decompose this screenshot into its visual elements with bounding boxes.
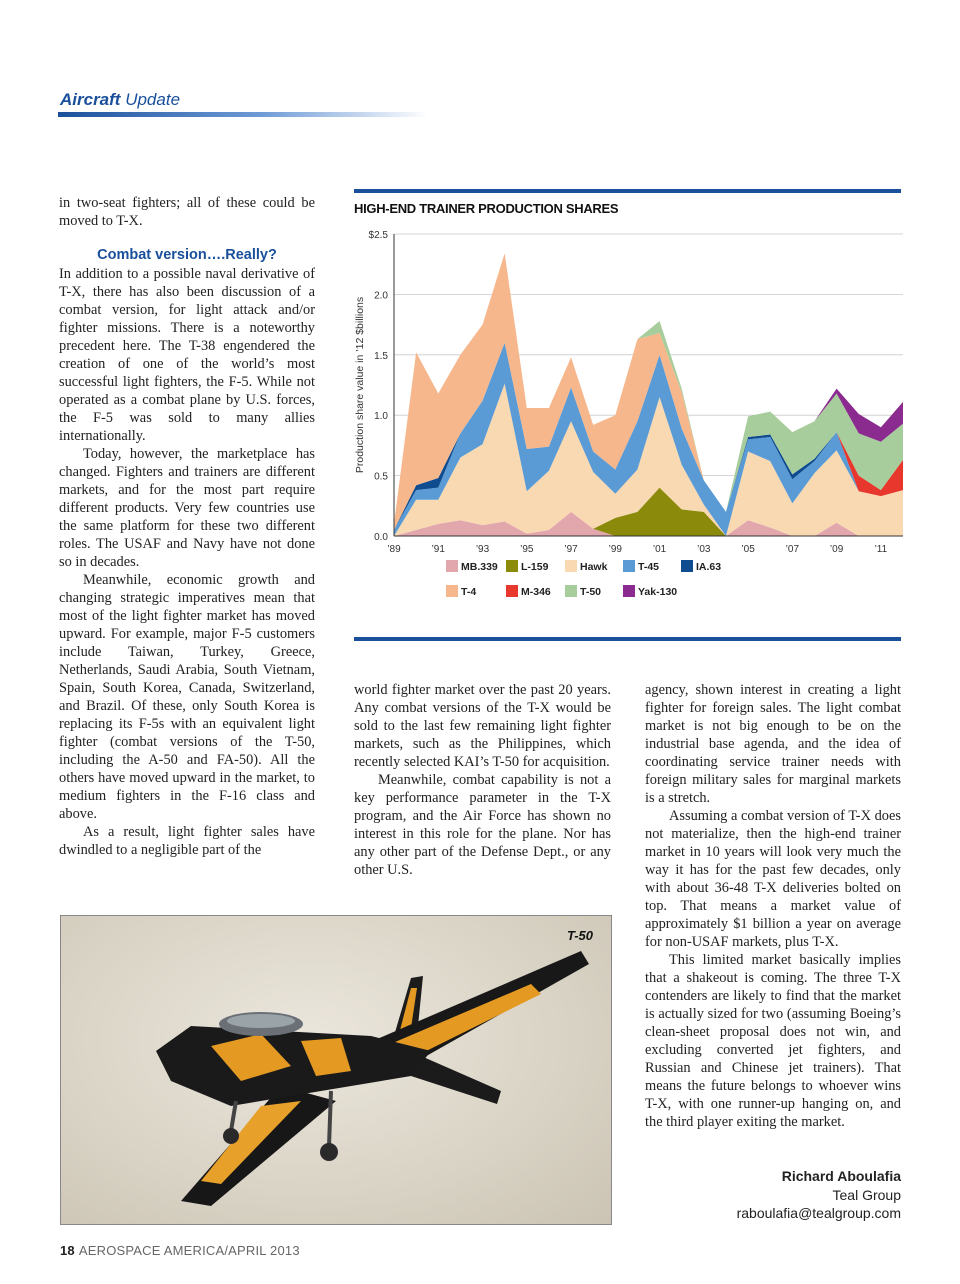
paragraph: Meanwhile, economic growth and changing strategic imperatives mean that most of the light fighter market has moved upward. For example, major F-5 customers include Taiwan, Turkey, Greece, Netherlands, Saudi Arabia, South Vietnam, Spain, South Korea, Canada, Switzerland, and Brazil. Of these, only South Korea is replacing its F-5s with an equivalent light fighter (combat versions of the T-50, including the A-50 and FA-50). All the others have moved upward in the market, to medium fighters in the F-16 class and above. [59,572,315,822]
y-tick-label: 0.5 [374,471,388,483]
y-axis-label: Production share value in ’12 $billions [354,296,366,474]
paragraph: This limited market basically implies that a shakeout is coming. The three T-X contenders are likely to find that the market is actually sized for two (assuming Boeing’s clean-sheet proposal does not win, and excluding converted jet fighters, and Russian and Chinese jet trainers). That means the future belongs to whoever wins T-X, with one runner-up hanging on, and the third player exiting the market. [645,952,901,1130]
legend-label: L-159 [521,561,549,573]
legend-label: T-45 [638,561,660,573]
y-tick-label: $2.5 [368,230,388,241]
author-organization: Teal Group [832,1187,901,1203]
legend-label: MB.339 [461,561,498,573]
x-tick-label: ’97 [564,544,578,555]
paragraph: Today, however, the marketplace has changed. Fighters and trainers are different markets, and for the most part require different products. Very few countries use the same platform for these two different roles. The USAF and Navy have not done so in decades. [59,446,315,570]
legend-label: T-4 [461,586,477,598]
legend-swatch [623,560,635,572]
jet-illustration [61,916,611,1224]
publication-info: AEROSPACE AMERICA/APRIL 2013 [78,1243,300,1258]
x-tick-label: ’89 [387,544,401,555]
x-tick-label: ’03 [697,544,711,555]
paragraph: As a result, light fighter sales have dwindled to a negligible part of the [59,824,315,858]
legend-swatch [446,560,458,572]
header-rule [58,112,428,117]
legend-label: IA.63 [696,561,722,573]
x-tick-label: ’95 [520,544,534,555]
y-tick-label: 0.0 [374,532,388,543]
x-tick-label: ’99 [608,544,622,555]
paragraph: Assuming a combat version of T-X does not materialize, then the high-end trainer market in 10 years will look very much the way it has for the past few decades, only with about 36-48 T-X deliveries bolted on top. That means a market value of approximately $1 billion a year on average for non-USAF markets, plus T-X. [645,808,901,950]
legend-label: Yak-130 [638,586,678,598]
figure-bottom-rule [354,637,901,641]
author-name: Richard Aboulafia [781,1168,901,1184]
aircraft-photo [60,915,612,1225]
paragraph: in two-seat fighters; all of these could be moved to T-X. [59,195,315,229]
author-email: raboulafia@tealgroup.com [736,1205,901,1221]
legend-label: M-346 [521,586,551,598]
legend-swatch [506,585,518,597]
legend-swatch [681,560,693,572]
x-tick-label: ’09 [829,544,844,555]
article-column-1 [59,194,315,859]
paragraph: Meanwhile, combat capability is not a key performance parameter in the T-X program, and the Air Force has shown no interest in this role for the plane. Nor has any other part of the Defense Dept., or any other U.S. [354,772,611,878]
x-tick-label: ’93 [475,544,490,555]
y-tick-label: 1.5 [374,350,388,362]
article-column-2 [354,681,611,879]
header-section: Update [125,90,181,109]
header-brand: Aircraft [60,90,121,109]
subheading: Combat version….Really? [97,247,277,263]
page-footer [60,1243,300,1258]
paragraph: In addition to a possible naval derivative of T-X, there has also been discussion of a combat version, for light attack and/or fighter missions. There is a noteworthy precedent here. The T-38 engendered the creation of one of the world’s most successful light fighters, the F-5. While not operated as a combat plane by U.S. forces, the F-5 was sold to many allies internationally. [59,266,315,444]
y-tick-label: 2.0 [374,290,388,302]
x-tick-label: ’11 [874,544,888,555]
legend-label: Hawk [580,561,608,573]
x-tick-label: ’07 [785,544,800,555]
legend-swatch [565,585,577,597]
legend-label: T-50 [580,586,602,598]
stacked-area-chart [350,220,905,632]
y-tick-label: 1.0 [374,411,388,423]
figure-top-rule [354,189,901,193]
x-tick-label: ’05 [741,544,755,555]
legend-swatch [623,585,635,597]
page-number: 18 [60,1243,75,1258]
article-column-3 [645,681,901,1131]
x-tick-label: ’01 [652,544,667,555]
paragraph: world fighter market over the past 20 years. Any combat versions of the T-X would be sold to the last few remaining light fighter markets, such as the Philippines, which recently selected KAI’s T-50 for acquisition. [354,682,611,770]
legend-swatch [565,560,577,572]
section-header [60,90,180,110]
chart-title: HIGH-END TRAINER PRODUCTION SHARES [354,201,619,216]
paragraph: agency, shown interest in creating a light fighter for foreign sales. The light combat market is not big enough to be on the industrial base agenda, and the idea of coordinating service trainer needs with foreign military sales for marginal markets is a stretch. [645,682,901,806]
photo-caption: T-50 [566,928,593,943]
x-tick-label: ’91 [431,544,445,555]
legend-swatch [446,585,458,597]
legend-swatch [506,560,518,572]
